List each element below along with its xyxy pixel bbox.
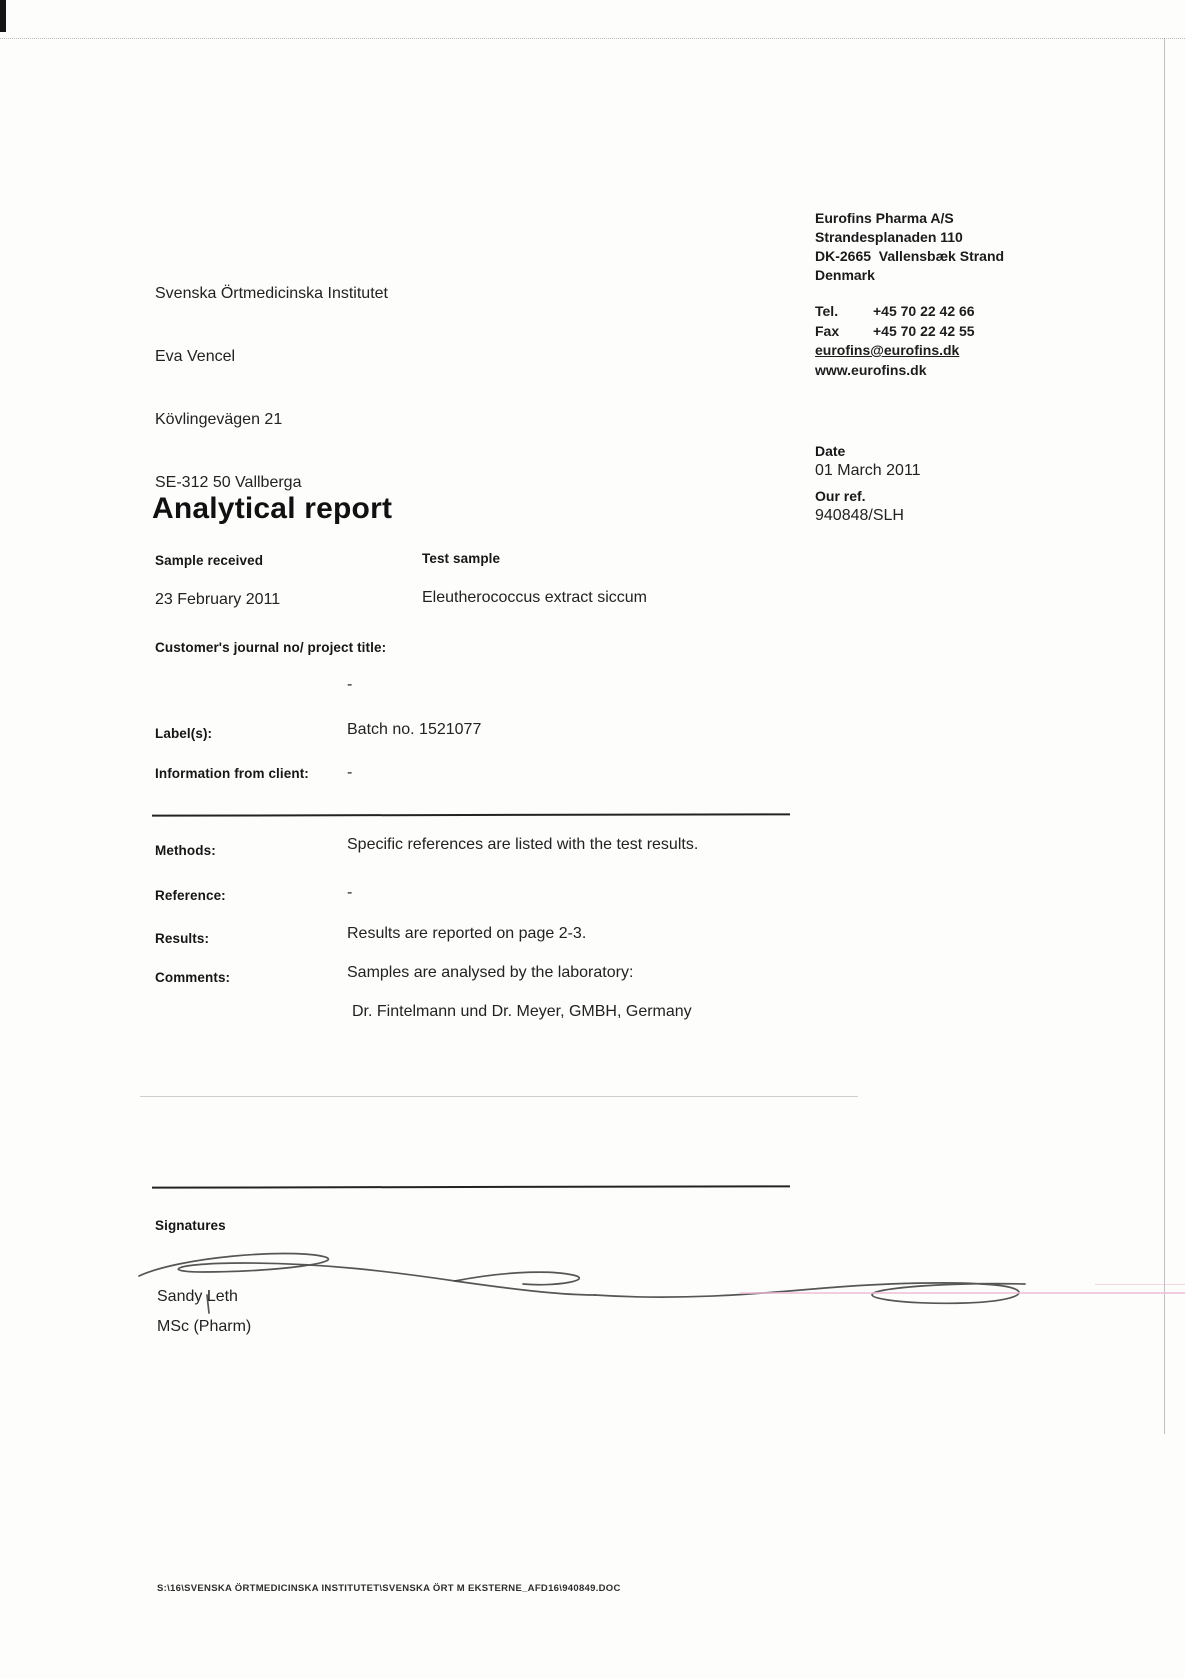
scan-artifact-top-line <box>0 38 1185 39</box>
labels-value: Batch no. 1521077 <box>347 721 482 738</box>
date-value: 01 March 2011 <box>815 462 921 479</box>
client-info-label: Information from client: <box>155 766 309 781</box>
date-ref-block <box>815 443 921 525</box>
comments-laboratory-value: Dr. Fintelmann und Dr. Meyer, GMBH, Germany <box>352 1003 692 1020</box>
journal-label: Customer's journal no/ project title: <box>155 640 387 655</box>
fax-number: +45 70 22 42 55 <box>873 322 975 339</box>
lab-street: Strandesplanaden 110 <box>815 229 963 245</box>
lab-address-block <box>815 209 1105 380</box>
signatory-title: MSc (Pharm) <box>157 1318 252 1335</box>
recipient-street: Kövlingevägen 21 <box>155 411 283 428</box>
scan-artifact-corner-mark <box>0 0 6 32</box>
lab-email: eurofins@eurofins.dk <box>815 342 960 358</box>
journal-value: - <box>347 676 353 693</box>
telephone-number: +45 70 22 42 66 <box>873 303 975 319</box>
comments-label: Comments: <box>155 970 231 985</box>
lab-telephone-row <box>815 302 1105 322</box>
handwritten-signature <box>125 1243 1075 1328</box>
signatures-label: Signatures <box>155 1218 226 1233</box>
recipient-address-block <box>155 241 388 535</box>
lab-website: www.eurofins.dk <box>815 361 927 378</box>
recipient-contact-person: Eva Vencel <box>155 348 236 365</box>
comments-value: Samples are analysed by the laboratory: <box>347 964 634 981</box>
sample-received-value: 23 February 2011 <box>155 591 281 608</box>
labels-label: Label(s): <box>155 726 213 741</box>
lab-city: DK-2665 Vallensbæk Strand <box>815 248 1005 264</box>
fax-label: Fax <box>815 322 840 339</box>
scan-artifact-pink-line-short <box>1095 1284 1185 1285</box>
scan-artifact-faint-line <box>140 1096 858 1097</box>
reference-label: Reference: <box>155 888 226 903</box>
lab-name: Eurofins Pharma A/S <box>815 210 954 226</box>
recipient-city: SE-312 50 Vallberga <box>155 474 302 491</box>
results-label: Results: <box>155 931 210 946</box>
results-value: Results are reported on page 2-3. <box>347 925 587 942</box>
telephone-label: Tel. <box>815 303 839 319</box>
signatory-name: Sandy Leth <box>157 1288 238 1305</box>
client-info-value: - <box>347 764 353 781</box>
our-ref-value: 940848/SLH <box>815 507 904 524</box>
reference-value: - <box>347 884 353 901</box>
lab-country: Denmark <box>815 267 875 283</box>
sample-received-label: Sample received <box>155 553 264 568</box>
recipient-name: Svenska Örtmedicinska Institutet <box>155 285 388 302</box>
lab-fax-row <box>815 322 1105 342</box>
date-label: Date <box>815 443 846 459</box>
methods-value: Specific references are listed with the test results. <box>347 836 699 853</box>
test-sample-value: Eleutherococcus extract siccum <box>422 589 647 606</box>
section-divider-bottom <box>152 1185 790 1188</box>
footer-file-path: S:\16\SVENSKA ÖRTMEDICINSKA INSTITUTET\SVENSKA ÖRT M EKSTERNE_AFD16\940849.DOC <box>157 1583 621 1594</box>
our-ref-label: Our ref. <box>815 488 866 504</box>
scan-artifact-pink-line <box>740 1292 1185 1294</box>
section-divider-top <box>152 813 790 816</box>
scan-artifact-right-edge-line <box>1164 38 1165 1434</box>
page-title: Analytical report <box>152 492 393 525</box>
test-sample-label: Test sample <box>422 551 501 566</box>
methods-label: Methods: <box>155 843 216 858</box>
